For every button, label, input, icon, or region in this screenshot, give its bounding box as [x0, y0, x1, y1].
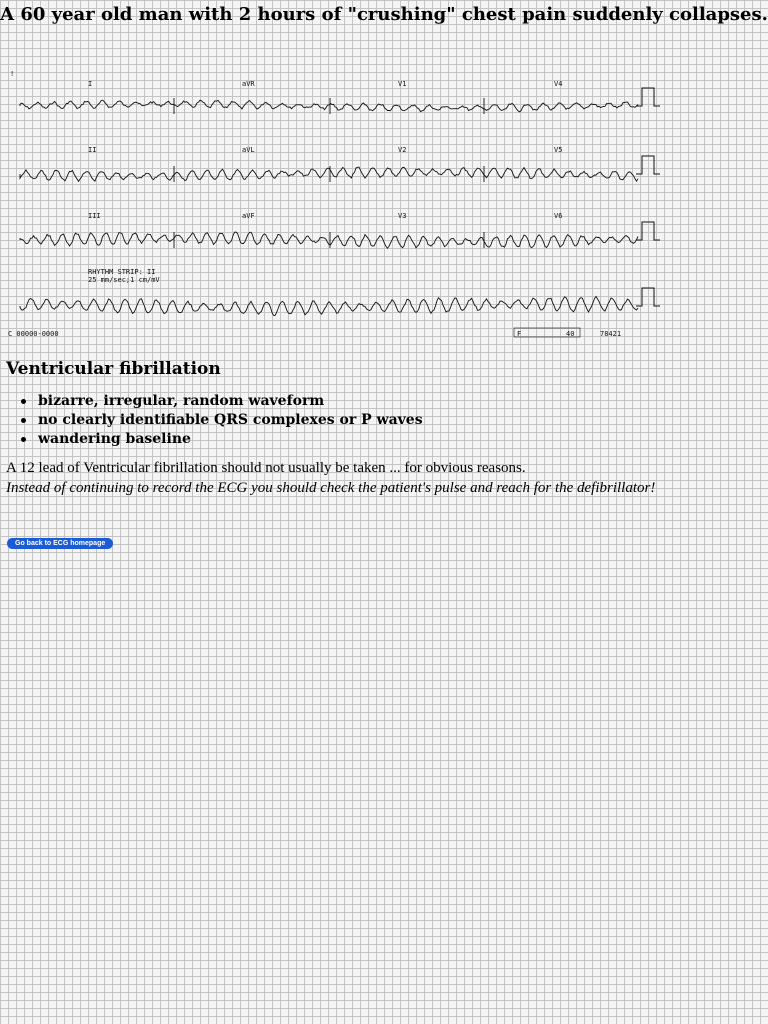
footer-right-code: 78421: [600, 330, 622, 338]
lead-label-v5: V5: [554, 146, 563, 154]
lead-label-avr: aVR: [242, 80, 255, 88]
footer-box-label: F: [517, 330, 522, 338]
ecg-trace-row-4: [20, 297, 638, 316]
calibration-pulse-row-3: [636, 222, 660, 240]
ecg-homepage-button[interactable]: Go back to ECG homepage: [7, 538, 113, 549]
lead-label-i: I: [88, 80, 93, 88]
calibration-pulse-row-1: [636, 88, 660, 106]
lead-label-v1: V1: [398, 80, 407, 88]
lead-label-v4: V4: [554, 80, 563, 88]
speed-label: 25 mm/sec;1 cm/mV: [88, 276, 160, 284]
device-code: C 00000-0000: [8, 330, 59, 338]
calibration-pulse-row-4: [636, 288, 660, 306]
lead-label-v2: V2: [398, 146, 407, 154]
clinical-advice: Instead of continuing to record the ECG you should check the patient's pulse and reach for the defibrillator!: [6, 480, 656, 496]
lead-label-ii: II: [88, 146, 97, 154]
calibration-pulse-row-2: [636, 156, 660, 174]
lead-label-avl: aVL: [242, 146, 255, 154]
feature-item: bizarre, irregular, random waveform: [38, 392, 423, 411]
diagnosis-heading: Ventricular fibrillation: [6, 359, 221, 379]
feature-list: [38, 392, 423, 449]
ecg-trace-row-1: [20, 100, 638, 112]
footer-left-code: 40: [566, 330, 575, 338]
rhythm-strip-label: RHYTHM STRIP: II: [88, 268, 156, 276]
ecg-trace-row-2: [20, 167, 638, 181]
ecg-tick-mark: !: [10, 70, 15, 78]
feature-item: no clearly identifiable QRS complexes or P waves: [38, 412, 423, 428]
feature-item: wandering baseline: [38, 430, 423, 449]
lead-label-v6: V6: [554, 212, 563, 220]
lead-label-avf: aVF: [242, 212, 255, 220]
lead-note: A 12 lead of Ventricular fibrillation should not usually be taken ... for obvious reasons.: [6, 460, 526, 476]
ecg-tracing: [0, 62, 680, 346]
ecg-svg: [0, 62, 680, 346]
lead-label-iii: III: [88, 212, 101, 220]
page-title: A 60 year old man with 2 hours of "crushing" chest pain suddenly collapses.: [0, 4, 768, 25]
lead-label-v3: V3: [398, 212, 407, 220]
ecg-trace-row-3: [20, 232, 638, 248]
